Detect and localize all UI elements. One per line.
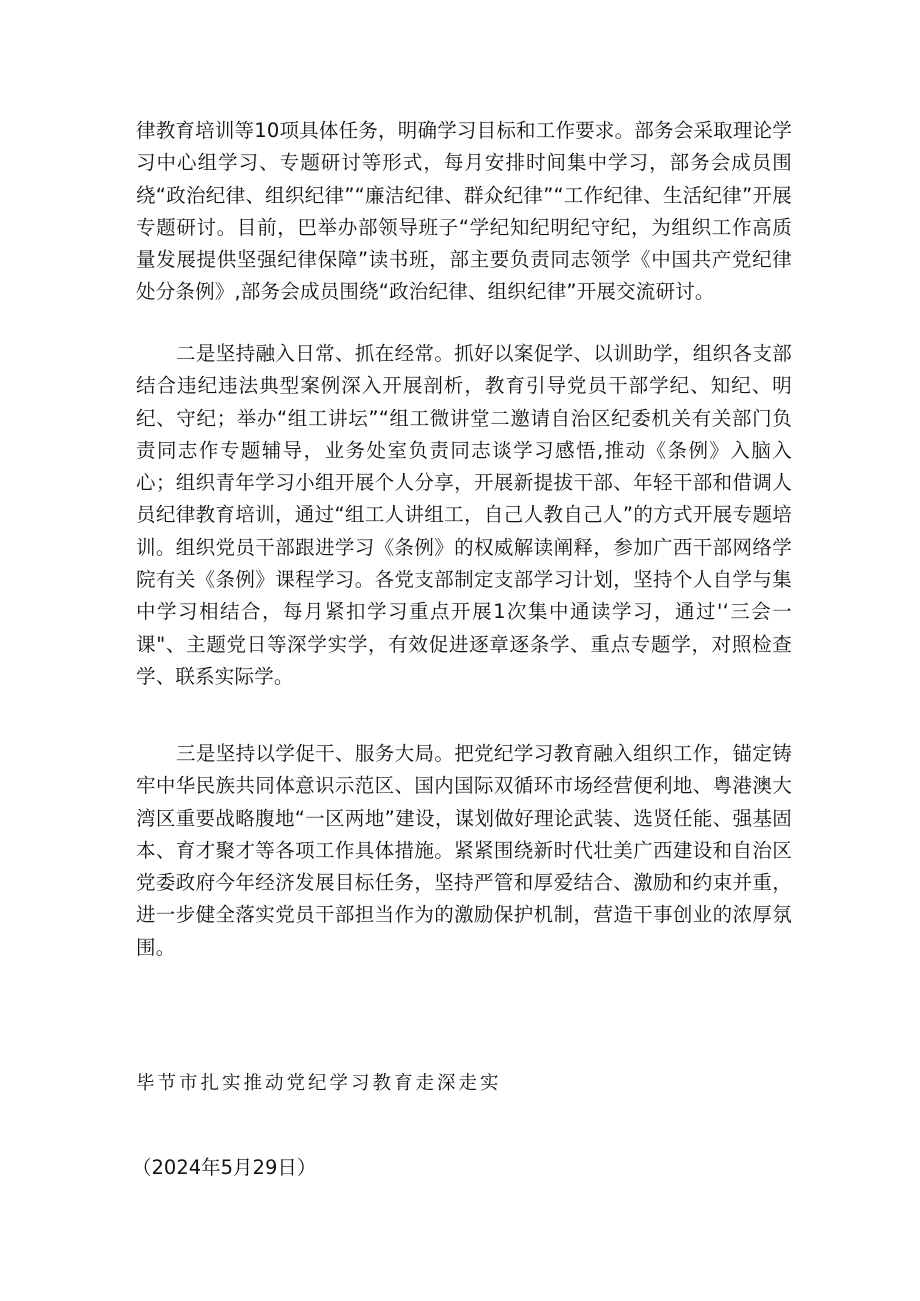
article-title: 毕节市扎实推动党纪学习教育走深走实	[136, 1073, 502, 1094]
body-paragraph-2: 二是坚持融入日常、抓在经常。抓好以案促学、以训助学，组织各支部结合违纪违法典型案例深入开展剖析，教育引导党员干部学纪、知纪、明纪、守纪；举办“组工讲坛”“组工微讲堂二邀请自治区纪委机关有关部门负责同志作专题辅导，业务处室负责同志谈学习感悟,推动《条例》入脑入心；组织青年学习小组开展个人分享，开展新提拔干部、年轻干部和借调人员纪律教育培训，通过“组工人讲组工，自己人教自己人”的方式开展专题培训。组织党员干部跟进学习《条例》的权威解读阐释，参加广西干部网络学院有关《条例》课程学习。各党支部制定支部学习计划，坚持个人自学与集中学习相结合，每月紧扣学习重点开展1次集中通读学习，通过'‘三会一课"、主题党日等深学实学，有效促进逐章逐条学、重点专题学，对照检查学、联系实际学。	[136, 342, 792, 688]
article-date: （2024年5月29日）	[132, 1156, 317, 1179]
body-paragraph-3: 三是坚持以学促干、服务大局。把党纪学习教育融入组织工作，锚定铸牢中华民族共同体意识示范区、国内国际双循环市场经营便利地、粤港澳大湾区重要战略腹地“一区两地”建设，谋划做好理论武装、选贤任能、强基固本、育才聚才等各项工作具体措施。紧紧围绕新时代壮美广西建设和自治区党委政府今年经济发展目标任务，坚持严管和厚爱结合、激励和约束并重，进一步健全落实党员干部担当作为的激励保护机制，营造干事创业的浓厚氛围。	[136, 742, 792, 959]
body-paragraph-1: 律教育培训等10项具体任务，明确学习目标和工作要求。部务会采取理论学习中心组学习、专题研讨等形式，每月安排时间集中学习，部务会成员围绕“政治纪律、组织纪律”“廉洁纪律、群众纪律”“工作纪律、生活纪律”开展专题研讨。目前，巴举办部领导班子“学纪知纪明纪守纪，为组织工作高质量发展提供坚强纪律保障”读书班，部主要负责同志领学《中国共产党纪律处分条例》,部务会成员围绕“政治纪律、组织纪律”开展交流研讨。	[136, 119, 792, 304]
